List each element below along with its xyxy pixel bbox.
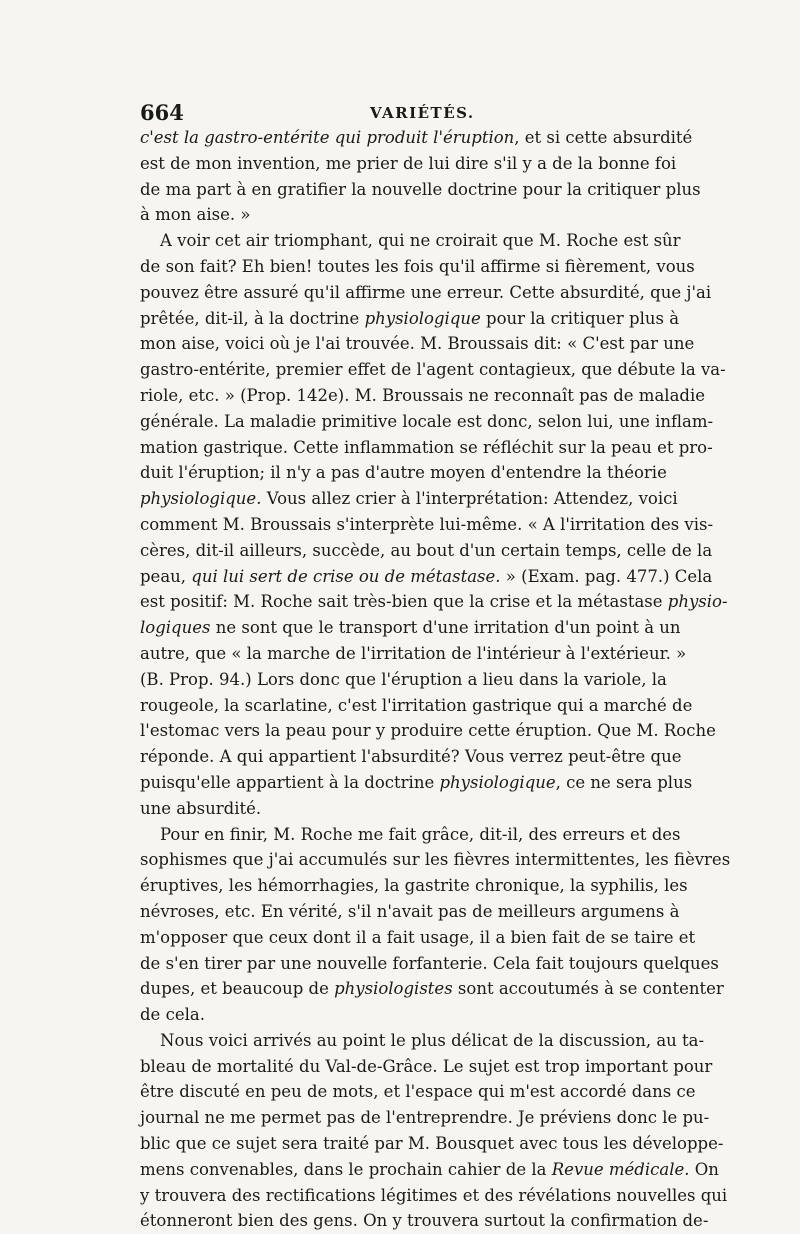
text-line [140,177,701,203]
text-line [140,951,719,977]
text-line [140,1028,705,1054]
text-segment: bleau de mortalité du Val-de-Grâce. Le sujet est trop important pour [140,1056,713,1076]
text-segment: m'opposer que ceux dont il a fait usage, il a bien fait de se taire et [140,927,696,947]
text-line [140,693,693,719]
page-number: 664 [140,100,184,125]
italic-text: physiologique [364,308,481,328]
text-line [140,615,681,641]
italic-text: c'est la gastro-entérite qui produit l'éruption [140,128,515,147]
text-line [140,512,714,538]
text-segment: dupes, et beaucoup de [140,979,335,999]
text-line [140,228,681,254]
italic-text: Revue médicale. [551,1159,690,1179]
text-line [140,899,680,925]
text-segment: générale. La maladie primitive locale est donc, selon lui, une inflam- [140,411,714,431]
text-segment: (B. Prop. 94.) Lors donc que l'éruption a lieu dans la variole, la [140,669,667,689]
text-segment: duit l'éruption; il n'y a pas d'autre moyen d'entendre la théorie [140,463,667,483]
text-segment: Vous allez crier à l'interprétation: Attendez, voici [261,489,678,509]
text-segment: journal ne me permet pas de l'entreprendre. Je préviens donc le pu- [140,1108,710,1128]
text-line [140,486,678,512]
text-line [140,125,693,151]
text-line [140,925,696,951]
italic-text: logiques [140,618,211,638]
text-segment: y trouvera des rectifications légitimes et des révélations nouvelles qui [140,1185,728,1205]
text-segment: sophismes que j'ai accumulés sur les fièvres intermittentes, les fièvres [140,850,731,870]
text-line [140,770,693,796]
body-text [140,125,731,1234]
text-line [140,847,731,873]
text-line [140,744,682,770]
italic-text: physiologique [439,772,556,792]
text-line [140,306,680,332]
text-segment: une absurdité. [140,798,262,818]
text-segment: de ma part à en gratifier la nouvelle doctrine pour la critiquer plus [140,179,701,199]
text-line [140,254,695,280]
text-line [140,538,713,564]
text-line [140,667,667,693]
italic-text: physiologistes [334,979,453,999]
text-segment: éruptives, les hémorrhagies, la gastrite chronique, la syphilis, les [140,876,688,896]
text-segment: autre, que « la marche de l'irritation de l'intérieur à l'extérieur. » [140,643,687,663]
text-segment: gastro-entérite, premier effet de l'agent contagieux, que débute la va- [140,360,726,380]
italic-text: qui lui sert de crise ou de métastase. [191,566,501,586]
italic-text: physio- [667,592,728,612]
text-segment: l'estomac vers la peau pour y produire cette éruption. Que M. Roche [140,721,716,741]
text-line [140,1183,728,1209]
text-line [140,1054,713,1080]
italic-text: physiologique. [140,489,262,509]
text-line [140,435,713,461]
text-segment: , ce ne sera plus [555,772,693,792]
text-segment: » (Exam. pag. 477.) Cela [500,566,713,586]
text-segment: étonneront bien des gens. On y trouvera surtout la confirmation de- [140,1211,709,1231]
text-segment: être discuté en peu de mots, et l'espace qui m'est accordé dans ce [140,1082,696,1102]
text-line [140,383,706,409]
text-line [140,1157,719,1183]
text-line [140,202,662,228]
text-line [140,589,728,615]
text-line [140,1105,710,1131]
text-line [140,976,724,1002]
text-segment: réponde. A qui appartient l'absurdité? Vous verrez peut-être que [140,747,682,767]
text-segment: On [689,1159,719,1179]
text-segment: de son fait? Eh bien! toutes les fois qu'il affirme si fièrement, vous [140,256,695,276]
page-header [140,100,660,128]
text-segment: blic que ce sujet sera traité par M. Bousquet avec tous les développe- [140,1134,724,1154]
text-segment: sont accoutumés à se contenter [452,979,724,999]
text-line [140,331,695,357]
text-segment: mon aise, voici où je l'ai trouvée. M. Broussais dit: « C'est par une [140,334,695,354]
text-line [140,1208,709,1234]
text-segment: mation gastrique. Cette inflammation se réfléchit sur la peau et pro- [140,437,713,457]
text-segment: de cela. [140,1005,205,1025]
text-line [140,280,712,306]
text-segment: est de mon invention, me prier de lui dire s'il y a de la bonne foi [140,153,677,173]
text-segment: de s'en tirer par une nouvelle forfanterie. Cela fait toujours quelques [140,953,719,973]
text-segment: cères, dit-il ailleurs, succède, au bout d'un certain temps, celle de la [140,540,713,560]
text-segment: pouvez être assuré qu'il affirme une erreur. Cette absurdité, que j'ai [140,282,712,302]
text-segment: comment M. Broussais s'interprète lui-même. « A l'irritation des vis- [140,514,714,534]
text-line [140,641,687,667]
text-segment: A voir cet air triomphant, qui ne croirait que M. Roche est sûr [160,231,681,251]
text-segment: à mon aise. » [140,205,251,225]
text-line [140,357,726,383]
text-segment: riole, etc. » (Prop. 142e). M. Broussais ne reconnaît pas de maladie [140,385,706,405]
text-segment: , et si cette absurdité [514,128,693,147]
text-segment: peau, [140,566,192,586]
text-segment: ne sont que le transport d'une irritation d'un point à un [210,618,681,638]
text-line [140,1131,724,1157]
text-line [140,1002,662,1028]
text-segment: névroses, etc. En vérité, s'il n'avait pas de meilleurs argumens à [140,901,680,921]
text-segment: Pour en finir, M. Roche me fait grâce, dit-il, des erreurs et des [160,824,681,844]
text-segment: mens convenables, dans le prochain cahier de la [140,1159,552,1179]
text-segment: pour la critiquer plus à [480,308,680,328]
text-line [140,409,714,435]
text-line [140,151,677,177]
text-line [140,796,662,822]
text-segment: prêtée, dit-il, à la doctrine [140,308,365,328]
text-line [140,460,667,486]
text-line [140,564,713,590]
text-segment: rougeole, la scarlatine, c'est l'irritation gastrique qui a marché de [140,695,693,715]
text-segment: est positif: M. Roche sait très-bien que la crise et la métastase [140,592,668,612]
text-line [140,822,681,848]
text-segment: puisqu'elle appartient à la doctrine [140,772,440,792]
text-line [140,1079,696,1105]
text-line [140,718,716,744]
running-head: VARIÉTÉS. [370,104,475,122]
text-segment: Nous voici arrivés au point le plus délicat de la discussion, au ta- [160,1030,705,1050]
text-line [140,873,688,899]
